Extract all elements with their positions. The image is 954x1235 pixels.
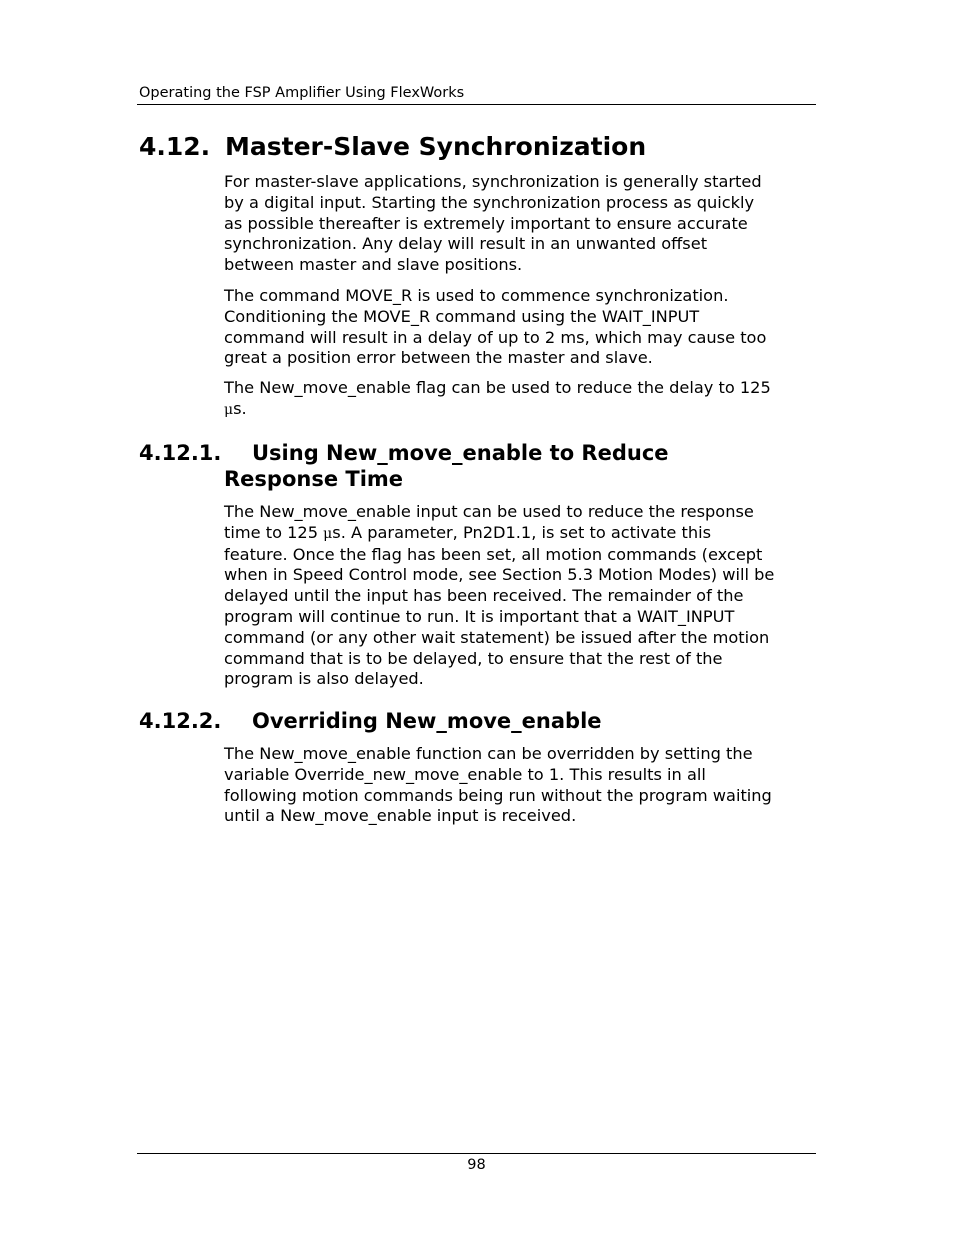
page-number: 98 [467,1157,486,1173]
subsection-title-2 [139,708,602,734]
paragraph-new-move-enable [224,502,820,690]
paragraph-intro [224,172,820,276]
text-line [224,523,820,545]
text-line: command will result in a delay of up to 2 ms, which may cause too [224,327,767,347]
subsection-title-text: Response Time [224,467,404,491]
paragraph-override [224,744,820,827]
section-title-text: Master-Slave Synchronization [225,132,647,161]
text-fragment: time to 125 [224,522,324,542]
text-line: command (or any other wait statement) be issued after the motion [224,627,770,647]
paragraph-move-r [224,286,820,369]
text-fragment: s. [233,398,247,418]
text-line: following motion commands being run without the program waiting [224,785,772,805]
text-line: program is also delayed. [224,669,424,689]
text-line: until a New_move_enable input is received. [224,806,577,826]
text-line: Conditioning the MOVE_R command using the WAIT_INPUT [224,306,700,326]
text-line: The New_move_enable flag can be used to reduce the delay to 125 [224,378,771,397]
running-header: Operating the FSP Amplifier Using FlexWorks [139,85,465,101]
text-line: The New_move_enable input can be used to reduce the response [224,502,754,521]
text-line: The command MOVE_R is used to commence synchronization. [224,286,729,305]
text-line: when in Speed Control mode, see Section 5.3 Motion Modes) will be [224,565,775,585]
text-line [224,399,820,421]
text-line: between master and slave positions. [224,255,523,275]
subsection-title-text: Using New_move_enable to Reduce [252,441,669,465]
text-line: feature. Once the flag has been set, all motion commands (except [224,544,763,564]
text-line: program will continue to run. It is important that a WAIT_INPUT [224,606,735,626]
section-title [139,129,646,165]
micro-symbol: μ [224,401,234,418]
text-line: by a digital input. Starting the synchronization process as quickly [224,192,755,212]
text-line: command that is to be delayed, to ensure that the rest of the [224,648,723,668]
text-line: great a position error between the master and slave. [224,348,653,368]
micro-symbol: μ [323,525,333,542]
subsection-number: 4.12.1. [139,441,222,465]
text-line: For master-slave applications, synchronization is generally started [224,172,762,191]
section-number: 4.12. [139,132,211,161]
footer-rule [137,1153,816,1154]
subsection-title-1 [139,440,669,492]
text-fragment: s. A parameter, Pn2D1.1, is set to activate this [332,522,712,542]
text-line: synchronization. Any delay will result in an unwanted offset [224,234,708,254]
paragraph-flag [224,378,820,421]
text-line: The New_move_enable function can be overridden by setting the [224,744,753,763]
subsection-title-text: Overriding New_move_enable [252,709,602,733]
header-rule [137,104,816,105]
text-line: delayed until the input has been received. The remainder of the [224,586,744,606]
text-line: variable Override_new_move_enable to 1. This results in all [224,764,706,784]
text-line: as possible thereafter is extremely important to ensure accurate [224,213,748,233]
subsection-number: 4.12.2. [139,709,222,733]
